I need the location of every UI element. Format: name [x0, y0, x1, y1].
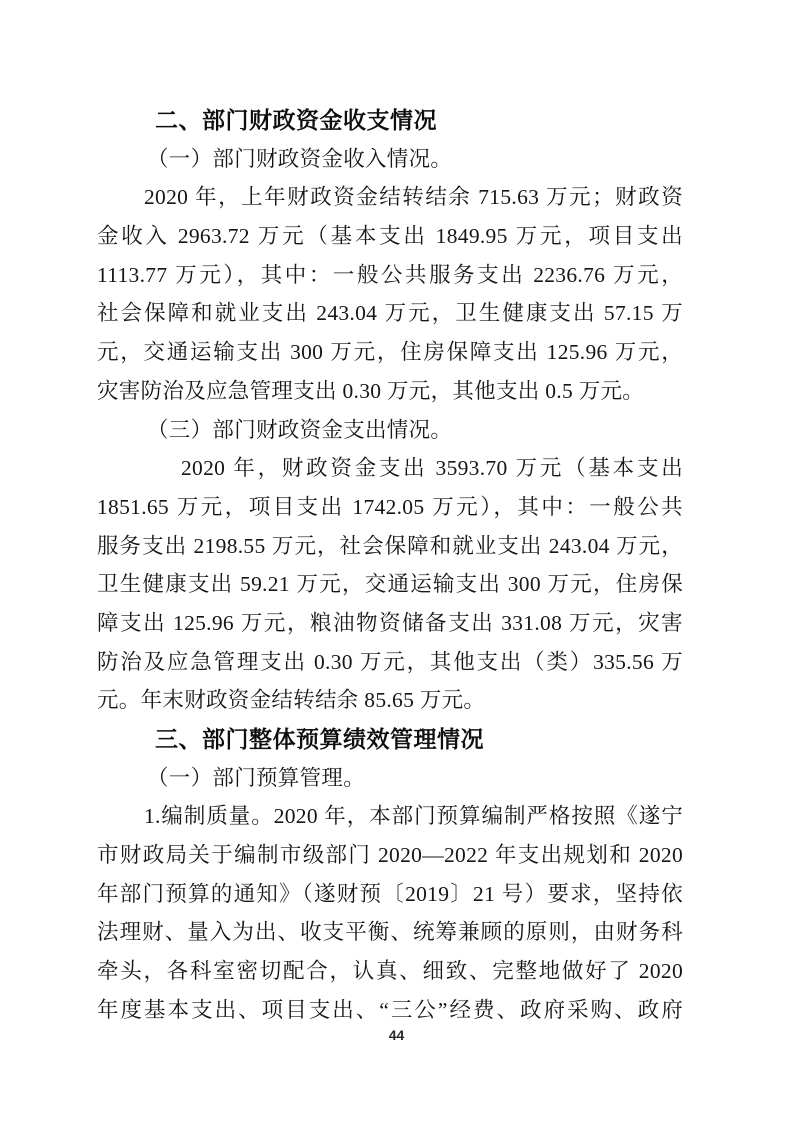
text-line: 服务支出 2198.55 万元，社会保障和就业支出 243.04 万元，: [97, 533, 683, 558]
text-line: （一）部门财政资金收入情况。: [147, 146, 453, 171]
text-line: 牵头，各科室密切配合，认真、细致、完整地做好了 2020: [97, 959, 683, 984]
text-line: 灾害防治及应急管理支出 0.30 万元，其他支出 0.5 万元。: [97, 378, 645, 403]
text-line: 1.编制质量。2020 年，本部门预算编制严格按照《遂宁: [144, 804, 683, 829]
page-number: 44: [388, 1027, 405, 1043]
text-line: 金收入 2963.72 万元（基本支出 1849.95 万元，项目支出: [97, 224, 683, 249]
text-line: 法理财、量入为出、收支平衡、统筹兼顾的原则，由财务科: [97, 920, 683, 945]
text-line: 元。年末财政资金结转结余 85.65 万元。: [97, 688, 486, 713]
text-line: 年度基本支出、项目支出、“三公”经费、政府采购、政府: [97, 997, 683, 1022]
text-line: 1113.77 万元），其中：一般公共服务支出 2236.76 万元，: [97, 262, 683, 287]
document-body: [97, 101, 683, 1030]
text-line: 2020 年，上年财政资金结转结余 715.63 万元；财政资: [144, 185, 683, 210]
text-line: （三）部门财政资金支出情况。: [147, 417, 453, 442]
text-line: 1851.65 万元，项目支出 1742.05 万元），其中：一般公共: [97, 494, 683, 519]
text-line: 市财政局关于编制市级部门 2020—2022 年支出规划和 2020: [97, 843, 683, 868]
section-heading: 二、部门财政资金收支情况: [155, 107, 437, 133]
text-line: 卫生健康支出 59.21 万元，交通运输支出 300 万元，住房保: [97, 572, 683, 597]
text-line: 2020 年，财政资金支出 3593.70 万元（基本支出: [181, 456, 683, 481]
text-line: 元，交通运输支出 300 万元，住房保障支出 125.96 万元，: [97, 340, 683, 365]
text-line: 防治及应急管理支出 0.30 万元，其他支出（类）335.56 万: [97, 649, 683, 674]
text-line: 年部门预算的通知》（遂财预〔2019〕21 号）要求，坚持依: [97, 881, 683, 906]
text-line: （一）部门预算管理。: [147, 765, 366, 790]
text-line: 障支出 125.96 万元，粮油物资储备支出 331.08 万元，灾害: [97, 610, 683, 635]
text-line: 社会保障和就业支出 243.04 万元，卫生健康支出 57.15 万: [97, 301, 683, 326]
section-heading: 三、部门整体预算绩效管理情况: [155, 726, 484, 752]
